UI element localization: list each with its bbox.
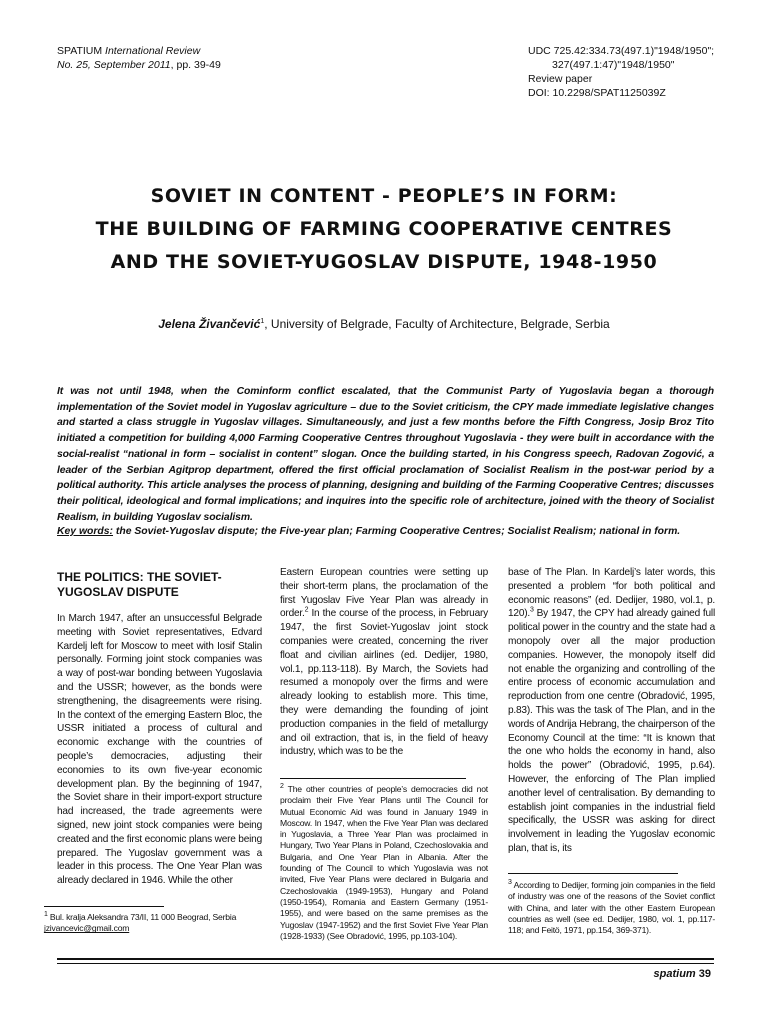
footnote-1 <box>44 912 258 935</box>
column-2-part-2: In the course of the process, in February 1947, the first Soviet-Yugoslav joint stock companies were created, concerning the river float and civilian airlines (ed. Dedijer, 1980, vol.1, pp.113-118). By March, the Soviets had resumed a monopoly over the firms and were already looking to establish more. This time, they were demanding the founding of joint production companies in the field of metallurgy and oil extraction, that is, in the field of heavy industry, which was to be the <box>280 608 488 758</box>
footnote-3-text: According to Dedijer, forming join companies in the field of industry was one of the reasons of the Soviet conflict with China, and later with the other Eastern European countries as well (see ed. Dedijer, 1980, vol. 1, pp.117-118; and Feitö, 1971, pp.154, 369-371). <box>508 880 715 936</box>
author-name: Jelena Živančević <box>158 317 261 331</box>
footnote-ref-2: 2 <box>304 607 309 615</box>
doi: DOI: 10.2298/SPAT1125039Z <box>528 87 666 99</box>
footnote-2-text: The other countries of people’s democracies did not proclaim their Five Year Plans until The Council for Mutual Economic Aid was found in January 1949 in Moscow. In 1947, when the Five Year Plan was declared in Yugoslavia, a Three Year Plan was proclaimed in Hungary, Two Year Plans in Poland, Czechoslovakia and Bulgaria, and One Year Plan in Albania. After the founding of The Council to which Yugoslavia was not invited, Five Year Plans were declared in Bulgaria and Czechoslovakia (1949-1953), Hungary and Poland (1950-1954), Romania and Eastern Germany (1951-1955), and were based on the same premises as the Yugoslav (1947-1952) and the first Soviet Five Year Plan (1928-1933) (See Obradović, 1995, pp.103-104). <box>280 784 488 941</box>
footnote-1-mark: 1 <box>44 911 48 919</box>
journal-header <box>57 44 221 72</box>
column-3-part-1: base of The Plan. In Kardelj’s later words, this presented a problem “for both political and economic reasons” (ed. Dedijer, 1980, vol.1, p. 120). <box>508 567 715 620</box>
page-footer <box>654 968 711 980</box>
keywords-text: the Soviet-Yugoslav dispute; the Five-year plan; Farming Cooperative Centres; Socialist Realism; national in form. <box>113 526 681 537</box>
footnote-2-mark: 2 <box>280 783 284 791</box>
footer-rule-top <box>57 958 714 960</box>
title-line-1: SOVIET IN CONTENT - PEOPLE’S IN FORM: <box>150 185 618 207</box>
keywords-label: Key words: <box>57 526 114 537</box>
author-affiliation: , University of Belgrade, Faculty of Architecture, Belgrade, Serbia <box>264 317 610 331</box>
classification-header <box>528 44 714 100</box>
page-number: 39 <box>695 968 711 980</box>
paper-title <box>40 180 728 279</box>
footnote-ref-3: 3 <box>530 607 534 615</box>
journal-subtitle: International Review <box>102 45 201 57</box>
column-3-part-2: By 1947, the CPY had already gained full political power in the country and the state had a monopoly over all the major production companies. However, the monopoly itself did not enable the organizing and controlling of the entire process of economic accumulation and reproduction from one centre (Obradović, 1995, p.83). This was the task of The Plan, and in the words of Andrija Hebrang, the chairperson of the Economy Council at the time: “It is known that the one who holds the economy in hand, also holds the power” (Obradović, 1995, p.64). However, the enforcing of The Plan implied another level of centralisation. By demanding to establish joint companies in the industrial field specifically, the USSR was asking for direct involvement in leading the Yugoslav economic plan, that is, its <box>508 608 715 854</box>
abstract: It was not until 1948, when the Cominform conflict escalated, that the Communist Party of Yugoslavia began a thorough implementation of the Soviet model in Yugoslav agriculture – due to the Soviet criticism, the CPY made immediate legislative changes and started a class struggle in Yugoslav villages. Simultaneously, and just a few months before the Fifth Congress, Josip Broz Tito initiated a competition for building 4,000 Farming Cooperative Centres throughout Yugoslavia - they were built in accordance with the social-realist “national in form – socialist in content” slogan. Once the building started, in his Congress speech, Radovan Zogović, a leader of the Serbian Agitprop department, offered the first official proclamation of Socialist Realism in the post-war period by a political authority. This article analyses the process of planning, designing and building of the Farming Cooperative Centres; discusses their political, ideological and formal implications; and inquires into the specific role of architecture, joined with the theory of Socialist Realism, in building Yugoslav socialism. <box>57 386 714 523</box>
footnote-rule-1 <box>44 906 164 907</box>
column-2-text <box>280 566 488 759</box>
journal-name-line <box>57 44 221 58</box>
title-line-2: THE BUILDING OF FARMING COOPERATIVE CENTRES <box>95 218 673 240</box>
column-1 <box>57 570 262 888</box>
footnote-3 <box>508 880 715 936</box>
footnote-rule-3 <box>508 873 678 874</box>
journal-name: SPATIUM <box>57 45 103 57</box>
author-email-link[interactable]: jzivancevic@gmail.com <box>44 923 130 934</box>
column-3 <box>508 566 715 856</box>
footer-rule-bottom <box>57 963 714 964</box>
issue: No. 25, September 2011 <box>57 59 171 71</box>
author-line <box>0 317 768 331</box>
column-3-text <box>508 566 715 856</box>
page-range: , pp. 39-49 <box>170 59 221 71</box>
footnote-3-mark: 3 <box>508 879 512 887</box>
column-2 <box>280 566 488 759</box>
paper-type: Review paper <box>528 73 593 85</box>
footer-brand: spatium <box>653 968 696 980</box>
footnote-rule-2 <box>280 778 466 779</box>
section-heading: THE POLITICS: THE SOVIET-YUGOSLAV DISPUTE <box>57 570 222 599</box>
footnote-2 <box>280 784 488 942</box>
column-1-text: In March 1947, after an unsuccessful Belgrade meeting with Soviet representatives, Edvard Kardelj left for Moscow to meet with Iosif Stalin personally. Forming joint stock companies was a way of post-war bonding between Yugoslavia and the USSR; however, as the bonds were strengthening, the disagreements were rising. In the context of the emerging Eastern Bloc, the USSR initiated a process of cultural and economic exchange with the countries of people’s democracies, adjusting their economies to its own five-year economic development plan. By the beginning of 1947, the Soviet share in their import-export structure had increased, the trade agreements were signed, new joint stock companies were being created and the first economic plans were being prepared. The Yugoslav government was a leader in this process. The One Year Plan was already declared in 1946. While the other <box>57 613 262 887</box>
udc-line-2: 327(497.1:47)"1948/1950" <box>552 59 675 71</box>
footnote-1-text: Bul. kralja Aleksandra 73/II, 11 000 Beograd, Serbia <box>47 912 237 922</box>
issue-line <box>57 58 221 72</box>
keywords <box>57 526 714 537</box>
udc-line-1: UDC 725.42:334.73(497.1)"1948/1950"; <box>528 45 715 57</box>
column-2-part-1: Eastern European countries were setting up their short-term plans, the proclamation of the first Yugoslav Five Year Plan was already in order. <box>280 567 488 620</box>
title-line-3: AND THE SOVIET-YUGOSLAV DISPUTE, 1948-1950 <box>110 251 658 273</box>
author-note-mark: 1 <box>260 318 265 325</box>
